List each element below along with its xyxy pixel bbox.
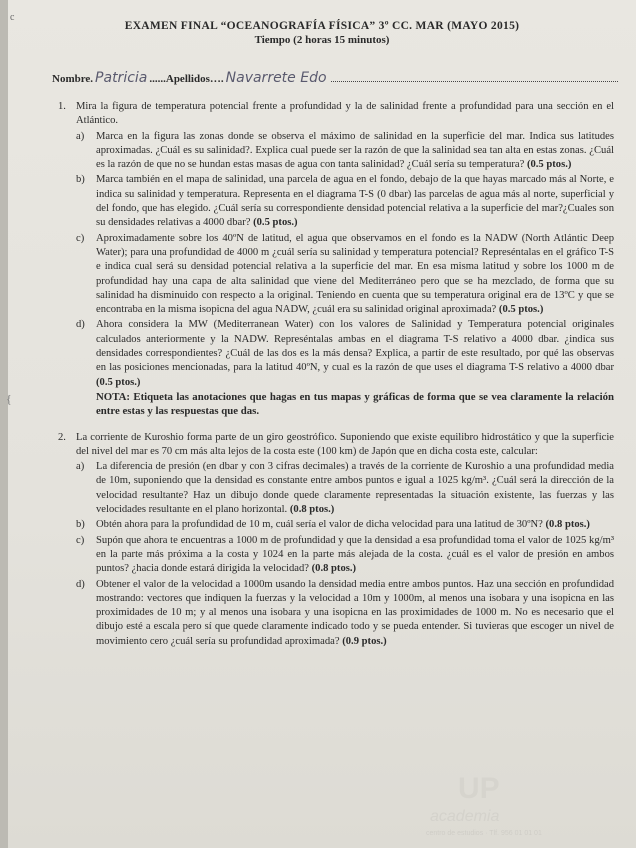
part-points: (0.5 ptos.) (253, 217, 298, 229)
exam-header (8, 20, 636, 46)
name-value: Patricia (95, 70, 148, 86)
question-1-note: NOTA: Etiqueta las anotaciones que hagas en tus mapas y gráficas de forma que se vea claramente la relación entre estas y las respuestas que das. (96, 390, 614, 418)
part-points: (0.8 ptos.) (311, 563, 357, 575)
part-text: Marca en la figura las zonas donde se observa el máximo de salinidad en la superficie del mar. Indica sus latitudes aproximadas. ¿Cuál es su salinidad?. Explica cual puede ser la razón de que la salinidad sea tan alta en estas zonas. ¿Cuál es la razón de que no se hundan estas masas de agua con tanta salinidad? ¿Cuál sería su temperatura? (96, 130, 614, 171)
part-points: (0.8 ptos.) (545, 519, 590, 531)
question-number: 1. (58, 101, 66, 112)
question-1b (76, 173, 614, 230)
exam-title: EXAMEN FINAL “OCEANOGRAFÍA FÍSICA” 3º CC. MAR (MAYO 2015) (124, 20, 520, 32)
question-1d (76, 318, 614, 389)
question-2d (76, 578, 614, 649)
surname-label: Apellidos…. (165, 73, 224, 85)
surname-value: Navarrete Edo (225, 70, 327, 86)
exam-sheet (8, 0, 636, 848)
question-2b (76, 518, 614, 532)
part-text: La diferencia de presión (en dbar y con 3 cifras decimales) a través de la corriente de Kuroshio a una profundidad media de 10m, suponiendo que la densidad es constante entre ambos puntos e igual a 1025 kg/m³. ¿Cuál será la dirección de la velocidad resultante? Haz un dibujo donde quede claramente representadas la situación existente, las fuerzas y las velocidades resultante en el plano horizontal. (96, 461, 614, 516)
part-label: d) (76, 578, 85, 590)
part-label: c) (76, 232, 85, 244)
watermark-brand: academia (430, 808, 500, 825)
academy-watermark (420, 772, 590, 842)
question-1a (76, 130, 614, 173)
watermark-phone: centro de estudios · Tlf. 956 01 01 01 (426, 830, 542, 837)
part-text: Aproximadamente sobre los 40ºN de latitud, el agua que observamos en el fondo es la NADW (North Atlántic Deep Water); para una profundidad de 4000 m ¿cuál sería su salinidad y temperatura potencial? Represéntalas en el gráfico T-S e indica cual será su densidad potencial relativa a la superficie del mar. En esa misma latitud y sobre los 1000 m de profundidad hay una capa de alta salinidad que viene del Mediterráneo pero que se ha mezclado, de forma que su salinidad ha disminuido con respecto a la original. Teniendo en cuenta que su temperatura original era de 13ºC y que se encontraba en la misma isopicna del agua NADW, ¿cuál era su salinidad original aproximada? (96, 232, 614, 316)
part-label: b) (76, 174, 85, 186)
question-2c (76, 534, 614, 577)
question-1 (58, 100, 614, 419)
part-text: Obtén ahora para la profundidad de 10 m, cuál sería el valor de dicha velocidad para una latitud de 30ºN? (96, 519, 543, 531)
part-points: (0.5 ptos.) (526, 159, 572, 171)
name-label: Nombre. (52, 73, 94, 85)
name-dotted-line (331, 71, 618, 82)
part-text: Marca también en el mapa de salinidad, una parcela de agua en el fondo, debajo de la que hayas marcado más al Norte, e indica su salinidad y temperatura. Representa en el diagrama T-S (0 dbar) las parcelas de agua más al norte, superficial y del fondo, que has elegido. ¿Cuál sería su correspondiente densidad potencial relativa a la superficie del mar?¿Cuales son su densidades relativas a 4000 dbar? (96, 174, 614, 229)
question-intro: La corriente de Kuroshio forma parte de un giro geostrófico. Suponiendo que existe equilibro hidrostático y que la superficie del nivel del mar es 70 cm más alta lejos de la costa este (100 km) de Japón que en dicha costa este, calcular: (76, 431, 614, 457)
part-points: (0.5 ptos.) (498, 304, 544, 316)
part-points: (0.8 ptos.) (289, 504, 335, 516)
part-text: Supón que ahora te encuentras a 1000 m de profundidad y que la densidad a esa profundidad toma el valor de 1025 kg/m³ en la parte más próxima a la costa y 1024 en la parte más alejada de la costa. ¿cuál es el valor de presión en ambos puntos? ¿hacia donde estará dirigida la velocidad? (96, 534, 614, 575)
part-label: d) (76, 319, 85, 331)
question-1c (76, 232, 614, 318)
question-number: 2. (58, 431, 66, 443)
question-2a (76, 460, 614, 517)
part-label: b) (76, 519, 85, 531)
part-label: c) (76, 534, 85, 546)
name-dots: ...... (149, 73, 166, 85)
exam-time: Tiempo (2 horas 15 minutos) (254, 34, 390, 46)
exam-content (58, 100, 614, 657)
part-text: Ahora considera la MW (Mediterranean Water) con los valores de Salinidad y Temperatura potencial originales calculados anteriormente y la NADW. Represéntalas ambas en el diagrama T-S relativo a 4000 dbar. ¿indica sus densidades correspondientes? ¿Cuál de las dos es la más densa? Explica, a partir de este resultado, por qué las observas en las posiciones mencionadas, para la latitud 40ºN, y cual es la razón de que uses el diagrama T-S relativo a 4000 dbar (96, 319, 614, 374)
question-intro: Mira la figura de temperatura potencial frente a profundidad y la de salinidad frente a profundidad para una sección en el Atlántico. (76, 101, 614, 127)
watermark-logo: UP (458, 772, 500, 805)
corner-mark: c (10, 12, 15, 23)
part-points: (0.9 ptos.) (342, 635, 387, 647)
name-line (52, 70, 618, 86)
question-2 (58, 431, 614, 649)
part-label: a) (76, 130, 85, 142)
part-text: Obtener el valor de la velocidad a 1000m usando la densidad media entre ambos puntos. Haz una sección en profundidad mostrando: vectores que indiquen la fuerzas y la velocidad a 10m y 1000m, al menos una isobara y una isopicna en las proximidades de 10 m; y al menos una isobara y una isopicna en las proximidades de 1000 m. No es necesario que el dibujo esté a escala pero sí que quede claramente indicado todo y se pueda entender. Si tuvieras que escoger un nivel de movimiento cero ¿cuál sería su profundidad aproximada? (96, 578, 614, 647)
margin-mark: { (6, 392, 12, 406)
part-label: a) (76, 461, 85, 473)
part-points: (0.5 ptos.) (96, 376, 141, 388)
